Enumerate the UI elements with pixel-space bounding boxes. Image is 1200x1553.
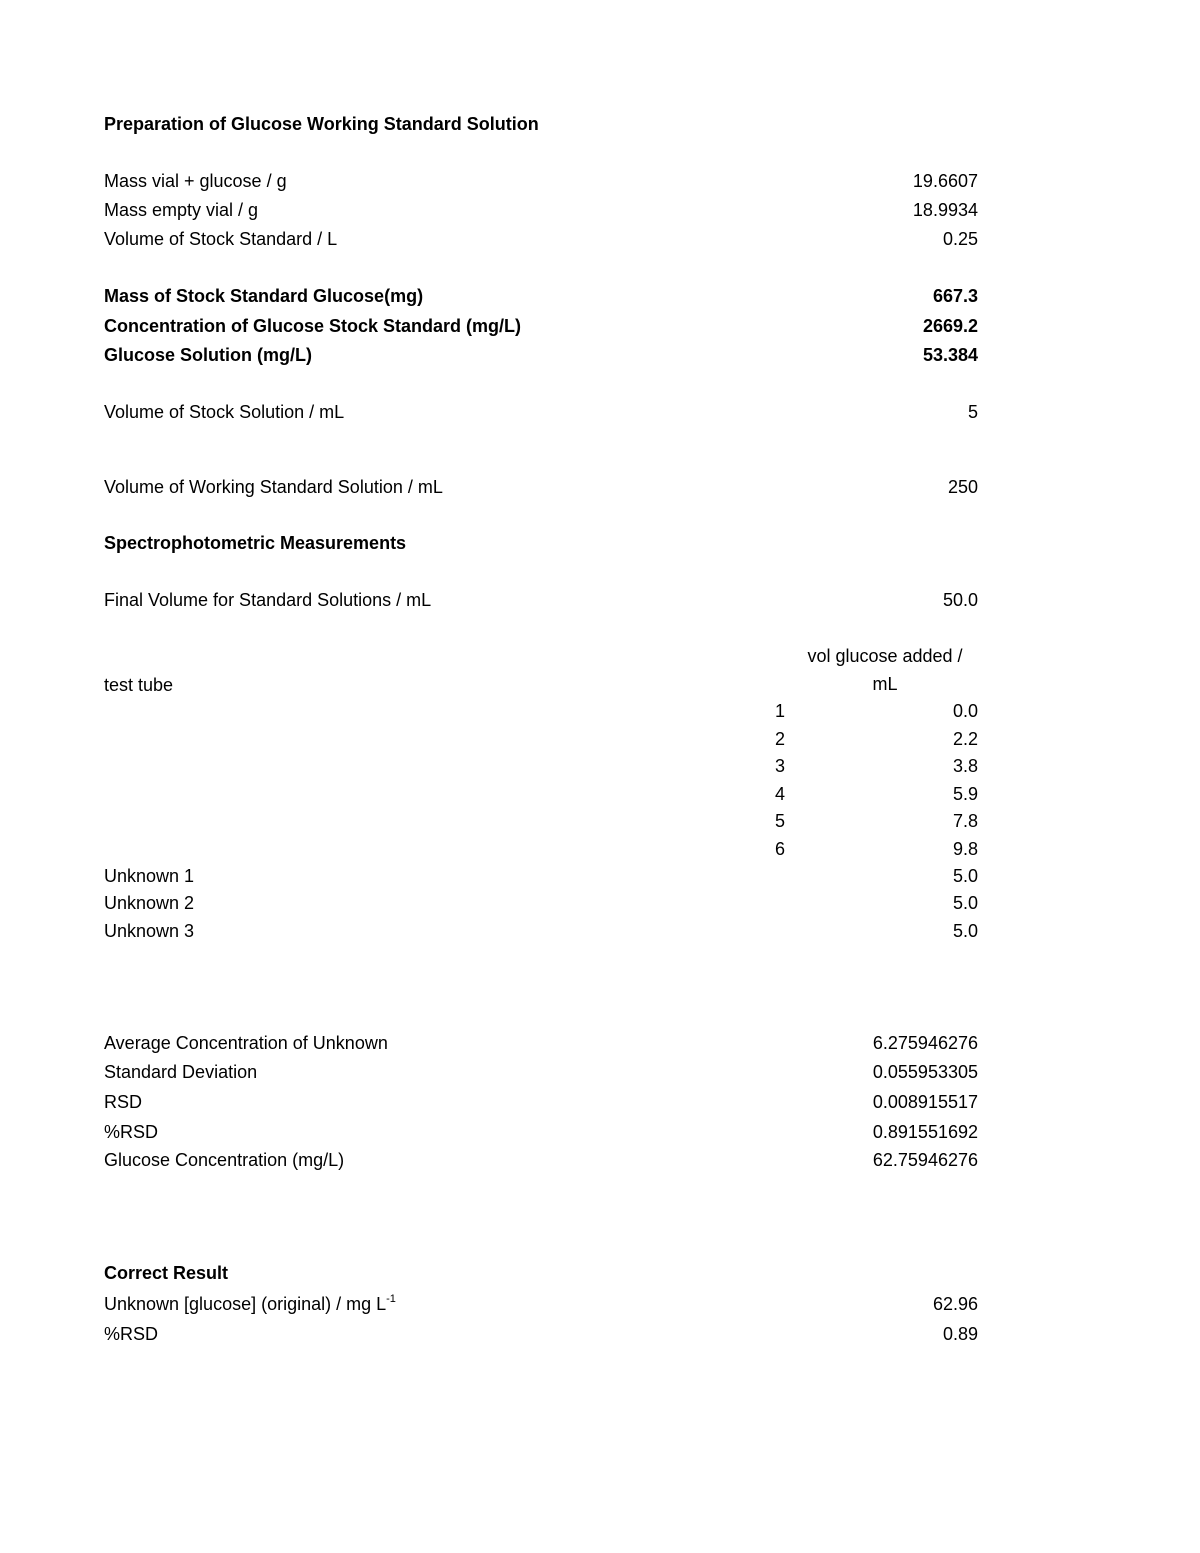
- unknown-label-text: Unknown [glucose] (original) / mg L: [104, 1294, 387, 1314]
- average-concentration-row: [104, 1032, 978, 1054]
- row-value: 5.0: [952, 893, 978, 913]
- working-solution-volume-row: [104, 476, 978, 498]
- row-value: 5: [967, 402, 978, 422]
- row-label: Standard Deviation: [104, 1062, 258, 1082]
- row-label: Mass of Stock Standard Glucose(mg): [104, 286, 424, 306]
- tube-number: 4: [774, 784, 785, 804]
- row-value: 0.008915517: [872, 1092, 978, 1112]
- row-label: Volume of Stock Standard / L: [104, 229, 338, 249]
- tube-volume: 5.9: [952, 784, 978, 804]
- row-label: %RSD: [104, 1324, 159, 1344]
- tube-number: 6: [774, 839, 785, 859]
- row-value: 0.055953305: [872, 1062, 978, 1082]
- row-value: 50.0: [942, 590, 978, 610]
- row-value: 62.96: [932, 1294, 978, 1314]
- column-header-line1: vol glucose added /: [807, 646, 963, 666]
- correct-result-title: Correct Result: [104, 1263, 229, 1283]
- tube-number: 1: [774, 701, 785, 721]
- tube-number: 5: [774, 811, 785, 831]
- row-label: Volume of Stock Solution / mL: [104, 402, 345, 422]
- row-value: 250: [947, 477, 978, 497]
- row-label: Mass vial + glucose / g: [104, 171, 287, 191]
- row-label: %RSD: [104, 1122, 159, 1142]
- column-header-line2: mL: [872, 674, 898, 694]
- mass-empty-vial-row: [104, 199, 978, 221]
- row-value: 0.891551692: [872, 1122, 978, 1142]
- row-label: Final Volume for Standard Solutions / mL: [104, 590, 432, 610]
- row-label: RSD: [104, 1092, 143, 1112]
- standard-deviation-row: [104, 1061, 978, 1083]
- stock-mass-row: [104, 285, 978, 307]
- row-value: 5.0: [952, 921, 978, 941]
- row-value: 62.75946276: [872, 1150, 978, 1170]
- tube-volume: 3.8: [952, 756, 978, 776]
- row-value: 0.89: [942, 1324, 978, 1344]
- row-label: Average Concentration of Unknown: [104, 1033, 388, 1053]
- row-value: 6.275946276: [872, 1033, 978, 1053]
- mass-vial-glucose-row: [104, 170, 978, 192]
- final-volume-row: [104, 589, 978, 611]
- row-label: Unknown 3: [104, 921, 195, 941]
- row-value: 19.6607: [912, 171, 978, 191]
- tube-volume: 7.8: [952, 811, 978, 831]
- row-label: Unknown 1: [104, 866, 195, 886]
- stock-solution-volume-row: [104, 401, 978, 423]
- spectro-title: Spectrophotometric Measurements: [104, 533, 407, 553]
- tube-number: 2: [774, 729, 785, 749]
- row-label: Volume of Working Standard Solution / mL: [104, 477, 443, 497]
- row-value: 53.384: [922, 345, 978, 365]
- percent-rsd-row: [104, 1121, 978, 1143]
- prep-title: Preparation of Glucose Working Standard Solution: [104, 114, 539, 134]
- correct-unknown-row: [104, 1293, 978, 1315]
- row-label: Glucose Concentration (mg/L): [104, 1150, 345, 1170]
- tube-number: 3: [774, 756, 785, 776]
- row-value: 2669.2: [922, 316, 978, 336]
- unknown-row: [104, 865, 978, 887]
- unknown-row: [104, 892, 978, 914]
- glucose-concentration-row: [104, 1149, 978, 1171]
- glucose-solution-row: [104, 344, 978, 366]
- row-label: [104, 1293, 396, 1315]
- row-value: 0.25: [942, 229, 978, 249]
- row-label: Unknown 2: [104, 893, 195, 913]
- unit-exponent: -1: [386, 1293, 396, 1305]
- unknown-row: [104, 920, 978, 942]
- row-label: Concentration of Glucose Stock Standard (mg/L): [104, 316, 522, 336]
- stock-concentration-row: [104, 315, 978, 337]
- stock-volume-l-row: [104, 228, 978, 250]
- column-header: [780, 642, 990, 698]
- row-value: 5.0: [952, 866, 978, 886]
- row-label: Mass empty vial / g: [104, 200, 259, 220]
- tube-volume: 2.2: [952, 729, 978, 749]
- correct-rsd-row: [104, 1323, 978, 1345]
- row-value: 667.3: [932, 286, 978, 306]
- row-value: 18.9934: [912, 200, 978, 220]
- row-label: Glucose Solution (mg/L): [104, 345, 312, 365]
- rsd-row: [104, 1091, 978, 1113]
- tube-volume: 0.0: [952, 701, 978, 721]
- test-tube-label: test tube: [104, 675, 174, 695]
- tube-volume: 9.8: [952, 839, 978, 859]
